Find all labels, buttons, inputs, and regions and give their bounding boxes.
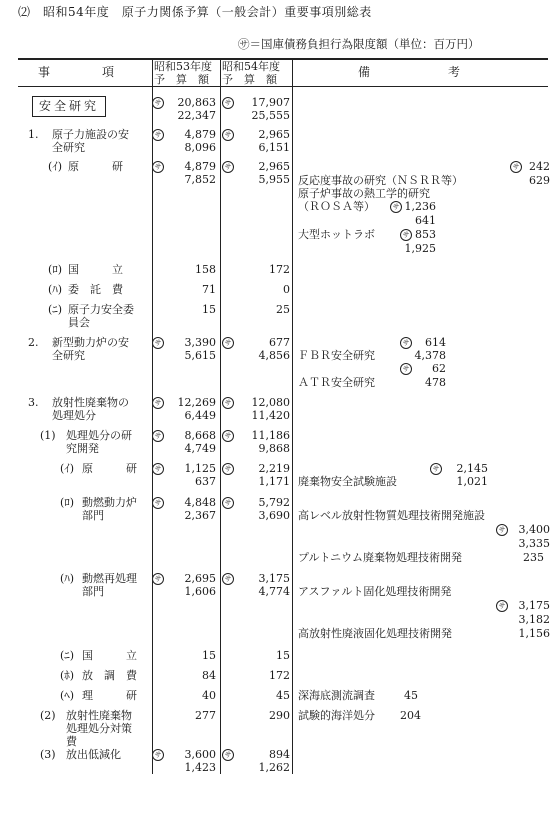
item-label: 放射性廃棄物の [52,396,129,409]
remark-value: 629 [529,174,550,187]
fy54-value: 3,690 [258,509,290,522]
fy53-value: 1,606 [184,585,216,598]
ceiling-mark: サ [152,396,164,409]
remark-value: 1,156 [518,627,550,640]
fy53-value: 8,668 [184,429,216,442]
item-number: 1. [28,128,39,141]
item-label: 委 託 費 [68,283,123,296]
fy53-value: 5,615 [184,349,216,362]
remark-value: 45 [404,689,418,702]
item-number: (ﾆ) [60,649,75,662]
ceiling-mark: サ [152,336,164,349]
remark-value: 1,236 [404,200,436,213]
ceiling-mark: サ [222,748,234,761]
remark-text: 廃棄物安全試験施設 [298,475,397,488]
remark-value: 242 [529,160,550,173]
fy54-value: 11,420 [251,409,290,422]
item-number: (ﾊ) [60,572,75,585]
item-number: (ｲ) [60,462,75,475]
remark-value: 3,335 [518,537,550,550]
fy53-value: 158 [195,263,216,276]
ceiling-mark: サ [400,336,412,349]
remark-value: 4,378 [414,349,446,362]
ceiling-mark: サ [222,336,234,349]
remark-text: プルトニウム廃棄物処理技術開発 [298,551,463,564]
ceiling-mark: サ [222,462,234,475]
fy54-value: 9,868 [258,442,290,455]
item-number: (ﾎ) [60,669,75,682]
ceiling-mark: サ [152,748,164,761]
header-item: 事 項 [38,65,119,79]
item-label: 動燃動力炉 [82,496,137,509]
remark-text: 反応度事故の研究（ＮＳＲＲ等） [298,174,463,187]
header-remarks: 備 考 [358,65,467,79]
fy53-value: 40 [202,689,216,702]
item-label: 放 調 費 [82,669,137,682]
fy53-value: 22,347 [177,109,216,122]
item-label: 国 立 [68,263,123,276]
fy54-value: 5,792 [258,496,290,509]
remark-text: 原子炉事故の熱工学的研究 [298,187,430,200]
fy53-value: 2,367 [184,509,216,522]
ceiling-mark: サ [222,429,234,442]
item-label: 放射性廃棄物 [66,709,132,722]
remark-value: 614 [425,336,446,349]
ceiling-mark: サ [496,523,508,536]
item-label: 原子力安全委 [68,303,134,316]
fy53-value: 71 [202,283,216,296]
fy53-value: 277 [195,709,216,722]
remark-text: 大型ホットラボ [298,228,375,241]
item-number: 3. [28,396,39,409]
remark-value: 2,145 [456,462,488,475]
remark-text: アスファルト固化処理技術開発 [298,585,452,598]
item-number: (3) [40,748,56,761]
remark-text: 試験的海洋処分 [298,709,375,722]
column-divider [292,58,293,774]
item-number: 2. [28,336,39,349]
item-label: 員会 [68,316,90,329]
fy54-value: 172 [269,669,290,682]
fy53-value: 7,852 [184,173,216,186]
header-fy54-line1: 昭和54年度 [222,60,280,73]
fy54-value: 12,080 [251,396,290,409]
fy53-value: 6,449 [184,409,216,422]
fy53-value: 4,749 [184,442,216,455]
fy53-value: 1,125 [184,462,216,475]
fy54-value: 11,186 [251,429,290,442]
column-divider [220,58,221,774]
fy53-value: 20,863 [177,96,216,109]
item-number: (ﾛ) [48,263,63,276]
fy54-value: 2,219 [258,462,290,475]
remark-text: 深海底測流調査 [298,689,375,702]
item-number: (ﾍ) [60,689,75,702]
ceiling-mark: サ [222,128,234,141]
remark-value: 204 [400,709,421,722]
fy54-value: 2,965 [258,128,290,141]
ceiling-mark: サ [152,96,164,109]
fy54-value: 25,555 [251,109,290,122]
fy53-value: 8,096 [184,141,216,154]
page-title: ⑵ 昭和54年度 原子力関係予算（一般会計）重要事項別総表 [18,5,372,19]
item-label: 処理処分の研 [66,429,132,442]
item-label: 究開発 [66,442,99,455]
fy53-value: 4,848 [184,496,216,509]
item-label: 費 [66,735,77,748]
fy54-value: 2,965 [258,160,290,173]
fy53-value: 12,269 [177,396,216,409]
item-number: (1) [40,429,56,442]
item-number: (2) [40,709,56,722]
fy54-value: 894 [269,748,290,761]
remark-text: ＦＢＲ安全研究 [298,349,375,362]
fy54-value: 25 [276,303,290,316]
ceiling-mark: サ [222,96,234,109]
remark-text: ＡＴＲ安全研究 [298,376,375,389]
ceiling-mark: サ [222,572,234,585]
fy54-value: 6,151 [258,141,290,154]
ceiling-mark: サ [152,496,164,509]
remark-value: 1,925 [404,242,436,255]
ceiling-mark: サ [152,429,164,442]
item-label: 全研究 [52,349,85,362]
ceiling-mark: サ [222,396,234,409]
item-label: 部門 [82,509,104,522]
remark-text: 高レベル放射性物質処理技術開発施設 [298,509,485,522]
remark-text: （ＲＯＳＡ等） [298,200,375,213]
item-label: 原 研 [68,160,123,173]
item-label: 部門 [82,585,104,598]
item-label: 全研究 [52,141,85,154]
fy54-value: 290 [269,709,290,722]
table-header-rule [18,86,548,87]
ceiling-mark: サ [400,228,412,241]
ceiling-mark: サ [400,362,412,375]
item-label: 放出低減化 [66,748,121,761]
ceiling-mark: サ [152,462,164,475]
remark-value: 235 [523,551,544,564]
item-number: (ﾆ) [48,303,63,316]
section-heading-box: 安全研究 [32,96,106,117]
item-label: 処理処分対策 [66,722,132,735]
header-fy53-line1: 昭和53年度 [154,60,212,73]
fy53-value: 2,695 [184,572,216,585]
ceiling-mark: サ [496,599,508,612]
ceiling-mark: サ [390,200,402,213]
header-fy53-line2: 予 算 額 [154,73,209,86]
ceiling-mark: サ [222,160,234,173]
ceiling-mark: サ [430,462,442,475]
item-number: (ﾊ) [48,283,63,296]
header-fy54-line2: 予 算 額 [222,73,277,86]
fy54-value: 5,955 [258,173,290,186]
item-label: 新型動力炉の安 [52,336,129,349]
fy53-value: 4,879 [184,160,216,173]
fy54-value: 15 [276,649,290,662]
fy53-value: 637 [195,475,216,488]
fy54-value: 17,907 [251,96,290,109]
remark-value: 3,400 [518,523,550,536]
fy53-value: 4,879 [184,128,216,141]
item-label: 理 研 [82,689,137,702]
ceiling-mark: サ [510,160,522,173]
ceiling-mark: サ [152,572,164,585]
fy54-value: 4,856 [258,349,290,362]
remark-value: 3,182 [518,613,550,626]
fy54-value: 0 [283,283,290,296]
remark-value: 478 [425,376,446,389]
remark-value: 641 [415,214,436,227]
fy53-value: 1,423 [184,761,216,774]
remark-value: 1,021 [456,475,488,488]
fy54-value: 1,171 [258,475,290,488]
item-number: (ﾛ) [60,496,75,509]
fy54-value: 1,262 [258,761,290,774]
ceiling-mark: サ [152,128,164,141]
remark-text: 高放射性廃液固化処理技術開発 [298,627,452,640]
fy54-value: 677 [269,336,290,349]
fy53-value: 3,390 [184,336,216,349]
item-label: 原子力施設の安 [52,128,129,141]
fy54-value: 172 [269,263,290,276]
fy53-value: 15 [202,649,216,662]
fy54-value: 45 [276,689,290,702]
item-label: 国 立 [82,649,137,662]
ceiling-mark: サ [222,496,234,509]
fy54-value: 4,774 [258,585,290,598]
fy53-value: 15 [202,303,216,316]
item-number: (ｲ) [48,160,63,173]
fy53-value: 3,600 [184,748,216,761]
remark-value: 62 [432,362,446,375]
remark-value: 3,175 [518,599,550,612]
fy53-value: 84 [202,669,216,682]
item-label: 処理処分 [52,409,96,422]
unit-note: ㋚＝国庫債務負担行為限度額（単位：百万円） [238,37,480,51]
table-top-rule [18,58,548,60]
item-label: 動燃再処理 [82,572,137,585]
fy54-value: 3,175 [258,572,290,585]
ceiling-mark: サ [152,160,164,173]
remark-value: 853 [415,228,436,241]
item-label: 原 研 [82,462,137,475]
